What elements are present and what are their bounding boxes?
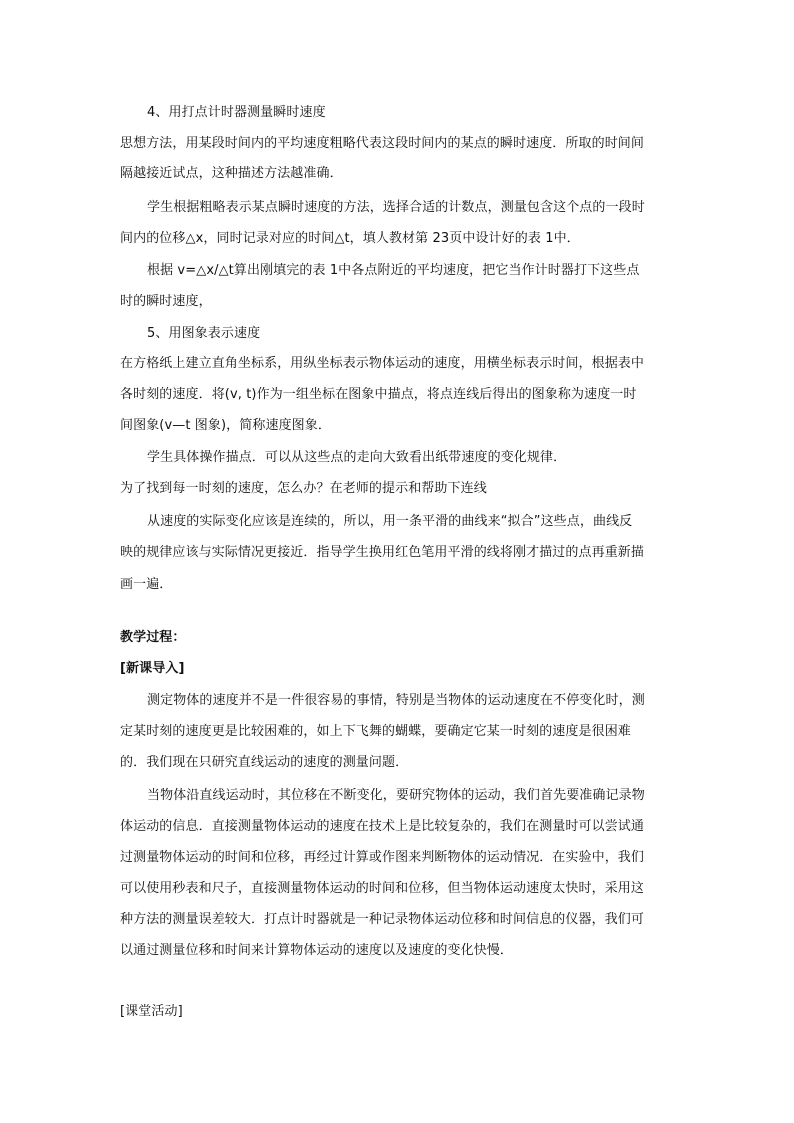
paragraph-line: 学生具体操作描点．可以从这些点的走向大致看出纸带速度的变化规律． <box>147 450 567 465</box>
paragraph-line: 思想方法，用某段时间内的平均速度粗略代表这段时间内的某点的瞬时速度．所取的时间间 <box>120 136 645 151</box>
paragraph-line: 体运动的信息．直接测量物体运动的速度在技术上是比较复杂的，我们在测量时可以尝试通 <box>120 819 645 834</box>
heading-classroom-activity: [课堂活动] <box>120 1004 183 1019</box>
paragraph-line: 的．我们现在只研究直线运动的速度的测量问题． <box>120 755 409 770</box>
paragraph-line: 时的瞬时速度， <box>120 294 212 309</box>
paragraph-line: 以通过测量位移和时间来计算物体运动的速度以及速度的变化快慢． <box>120 943 514 958</box>
paragraph-line: 间图象(v—t 图象)，简称速度图象． <box>120 418 331 433</box>
paragraph-line: 过测量物体运动的时间和位移，再经过计算或作图来判断物体的运动情况．在实验中，我们 <box>120 850 645 865</box>
paragraph-line: 可以使用秒表和尺子，直接测量物体运动的时间和位移，但当物体运动速度太快时，采用这 <box>120 881 645 896</box>
heading-teaching-process: 教学过程： <box>120 630 186 645</box>
paragraph-line: 映的规律应该与实际情况更接近．指导学生换用红色笔用平滑的线将刚才描过的点再重新描 <box>120 545 645 560</box>
heading-section-5: 5、用图象表示速度 <box>147 326 261 341</box>
paragraph-line: 在方格纸上建立直角坐标系，用纵坐标表示物体运动的速度，用横坐标表示时间，根据表中 <box>120 356 645 371</box>
paragraph-line: 间内的位移△x，同时记录对应的时间△t，填人教材第 23页中设计好的表 1中． <box>120 231 580 246</box>
paragraph-line: 画一遍． <box>120 577 173 592</box>
paragraph-line: 学生根据粗略表示某点瞬时速度的方法，选择合适的计数点，测量包含这个点的一段时 <box>147 200 645 215</box>
paragraph-line: 从速度的实际变化应该是连续的，所以，用一条平滑的曲线来“拟合”这些点，曲线反 <box>147 514 633 529</box>
paragraph-line: 根据 v=△x/△t算出刚填完的表 1中各点附近的平均速度，把它当作计时器打下这些点 <box>147 263 640 278</box>
paragraph-line: 定某时刻的速度更是比较困难的，如上下飞舞的蝴蝶，要确定它某一时刻的速度是很困难 <box>120 724 631 739</box>
paragraph-line: 测定物体的速度并不是一件很容易的事情，特别是当物体的运动速度在不停变化时，测 <box>147 693 645 708</box>
paragraph-line: 隔越接近试点，这种描述方法越准确． <box>120 166 343 181</box>
heading-section-4: 4、用打点计时器测量瞬时速度 <box>147 105 326 120</box>
paragraph-line: 各时刻的速度．将(v, t)作为一组坐标在图象中描点，将点连线后得出的图象称为速度一时 <box>120 387 637 402</box>
paragraph-line: 为了找到每一时刻的速度，怎么办？在老师的提示和帮助下连线 <box>120 481 487 496</box>
heading-new-lesson: [新课导入] <box>120 661 185 676</box>
paragraph-line: 种方法的测量误差较大．打点计时器就是一种记录物体运动位移和时间信息的仪器，我们可 <box>120 912 645 927</box>
paragraph-line: 当物体沿直线运动时，其位移在不断变化，要研究物体的运动，我们首先要准确记录物 <box>147 788 645 803</box>
